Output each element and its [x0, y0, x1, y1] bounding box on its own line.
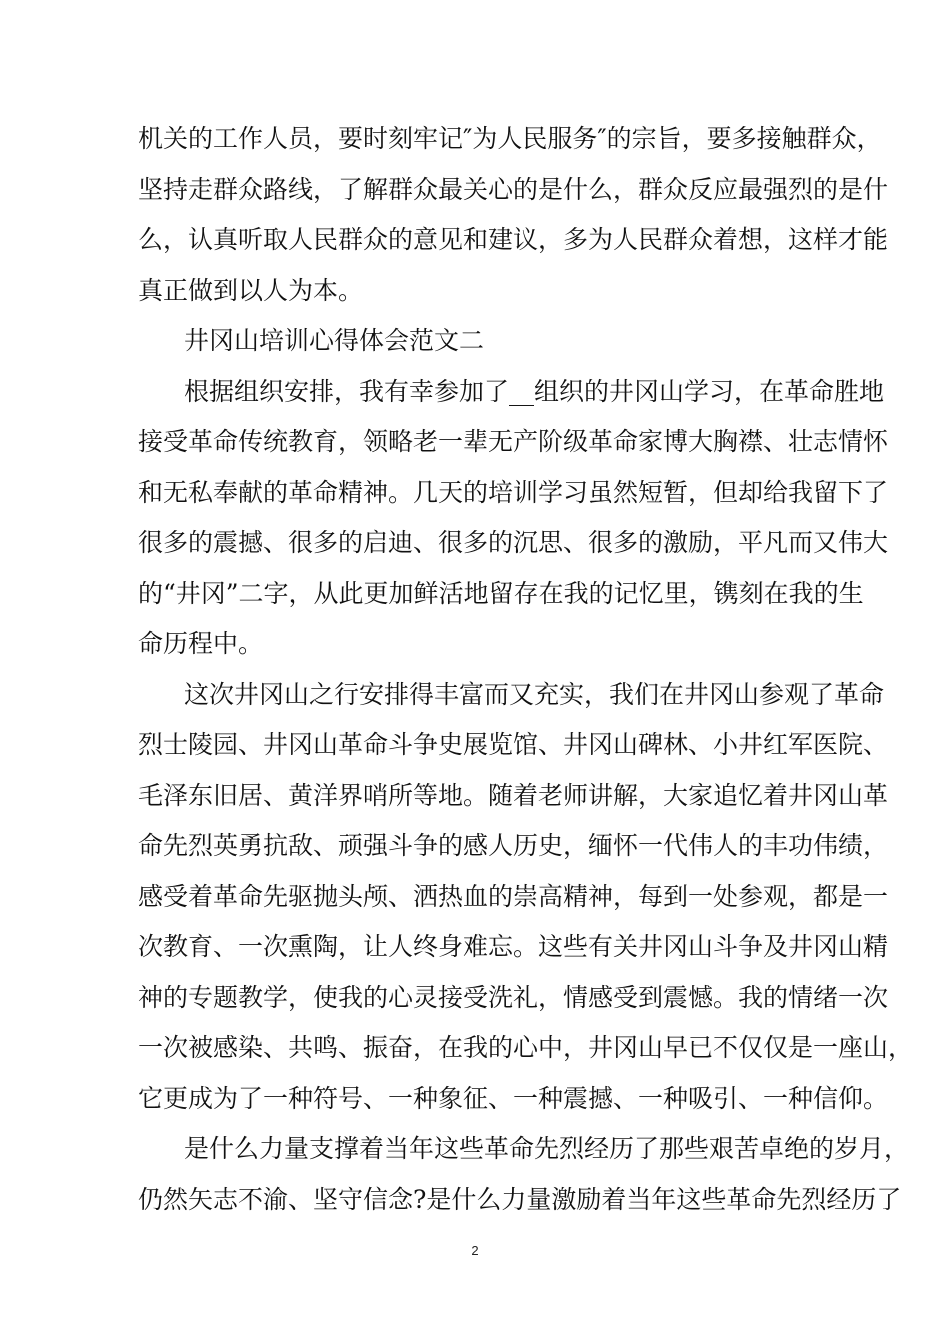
section-heading: 井冈山培训心得体会范文二 [184, 326, 485, 355]
text-line: 它更成为了一种符号、一种象征、一种震撼、一种吸引、一种信仰。 [138, 1083, 889, 1113]
text-line: 这次井冈山之行安排得丰富而又充实，我们在井冈山参观了革命 [184, 679, 885, 709]
text-line: 是什么力量支撑着当年这些革命先烈经历了那些艰苦卓绝的岁月， [184, 1134, 910, 1163]
text-line: 毛泽东旧居、黄洋界哨所等地。随着老师讲解，大家追忆着井冈山革 [138, 780, 889, 810]
text-line: 的“井冈”二字，从此更加鲜活地留存在我的记忆里，镌刻在我的生 [138, 578, 864, 608]
page-number: 2 [471, 1243, 479, 1258]
text-line: 真正做到以人为本。 [138, 275, 364, 305]
text-line: 次教育、一次熏陶，让人终身难忘。这些有关井冈山斗争及井冈山精 [138, 932, 889, 961]
text-line: 接受革命传统教育，领略老一辈无产阶级革命家博大胸襟、壮志情怀 [138, 427, 889, 456]
text-line: 感受着革命先驱抛头颅、洒热血的崇高精神，每到一处参观，都是一 [138, 881, 889, 911]
text-line: 和无私奉献的革命精神。几天的培训学习虽然短暂，但却给我留下了 [138, 477, 889, 507]
text-line: 神的专题教学，使我的心灵接受洗礼，情感受到震憾。我的情绪一次 [138, 982, 889, 1012]
text-line: 坚持走群众路线，了解群众最关心的是什么，群众反应最强烈的是什 [138, 174, 889, 204]
text-line: 根据组织安排，我有幸参加了__组织的井冈山学习，在革命胜地 [184, 376, 885, 406]
text-line: 么，认真听取人民群众的意见和建议，多为人民群众着想，这样才能 [138, 225, 889, 254]
text-line: 烈士陵园、井冈山革命斗争史展览馆、井冈山碑林、小井红军医院、 [138, 730, 889, 759]
text-line: 仍然矢志不渝、坚守信念?是什么力量激励着当年这些革命先烈经历了 [138, 1184, 902, 1214]
text-line: 一次被感染、共鸣、振奋，在我的心中，井冈山早已不仅仅是一座山， [138, 1033, 914, 1062]
text-line: 很多的震撼、很多的启迪、很多的沉思、很多的激励，平凡而又伟大 [138, 528, 889, 557]
text-line: 机关的工作人员，要时刻牢记″为人民服务″的宗旨，要多接触群众， [138, 124, 882, 153]
text-line: 命历程中。 [138, 629, 264, 658]
text-line: 命先烈英勇抗敌、顽强斗争的感人历史，缅怀一代伟人的丰功伟绩， [138, 831, 889, 860]
body-text [138, 114, 914, 1225]
